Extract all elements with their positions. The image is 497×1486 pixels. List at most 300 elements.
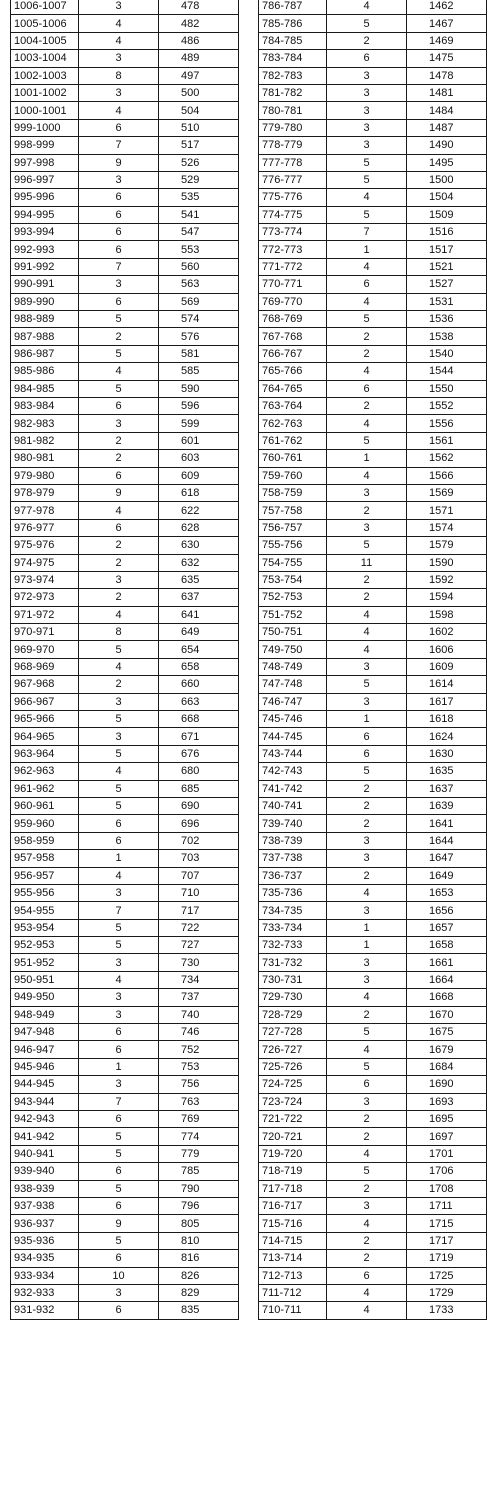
cumulative-cell: 710 <box>159 884 239 901</box>
cumulative-cell: 707 <box>159 867 239 884</box>
count-cell: 6 <box>79 1163 159 1180</box>
range-cell: 991-992 <box>11 258 79 275</box>
range-cell: 973-974 <box>11 571 79 588</box>
table-row <box>259 84 487 101</box>
count-cell: 5 <box>327 1163 407 1180</box>
table-row <box>11 502 239 519</box>
range-cell: 960-961 <box>11 797 79 814</box>
count-cell: 5 <box>79 345 159 362</box>
table-row <box>259 67 487 84</box>
table-row <box>259 258 487 275</box>
range-cell: 772-773 <box>259 241 327 258</box>
range-cell: 748-749 <box>259 658 327 675</box>
count-cell: 2 <box>79 432 159 449</box>
table-row <box>11 728 239 745</box>
range-cell: 746-747 <box>259 693 327 710</box>
range-cell: 723-724 <box>259 1093 327 1110</box>
table-row <box>11 67 239 84</box>
count-cell: 2 <box>327 867 407 884</box>
range-cell: 969-970 <box>11 641 79 658</box>
cumulative-cell: 1556 <box>407 415 487 432</box>
count-cell: 4 <box>79 363 159 380</box>
range-cell: 770-771 <box>259 276 327 293</box>
cumulative-cell: 1538 <box>407 328 487 345</box>
table-row <box>11 189 239 206</box>
table-row <box>259 519 487 536</box>
range-cell: 767-768 <box>259 328 327 345</box>
cumulative-cell: 1695 <box>407 1111 487 1128</box>
range-cell: 972-973 <box>11 589 79 606</box>
count-cell: 4 <box>327 293 407 310</box>
range-cell: 780-781 <box>259 102 327 119</box>
range-cell: 712-713 <box>259 1267 327 1284</box>
table-row <box>259 728 487 745</box>
table-row <box>259 676 487 693</box>
cumulative-cell: 1647 <box>407 850 487 867</box>
range-cell: 719-720 <box>259 1145 327 1162</box>
left-table-body <box>11 0 239 1319</box>
table-row <box>11 1180 239 1197</box>
count-cell: 5 <box>79 380 159 397</box>
cumulative-cell: 500 <box>159 84 239 101</box>
range-cell: 742-743 <box>259 763 327 780</box>
range-cell: 737-738 <box>259 850 327 867</box>
range-cell: 727-728 <box>259 1024 327 1041</box>
table-row <box>11 345 239 362</box>
cumulative-cell: 630 <box>159 537 239 554</box>
table-row <box>259 537 487 554</box>
table-row <box>11 884 239 901</box>
count-cell: 2 <box>327 502 407 519</box>
table-row <box>11 467 239 484</box>
cumulative-cell: 1509 <box>407 206 487 223</box>
range-cell: 947-948 <box>11 1024 79 1041</box>
table-row <box>259 345 487 362</box>
count-cell: 4 <box>79 867 159 884</box>
count-cell: 6 <box>79 815 159 832</box>
range-cell: 778-779 <box>259 137 327 154</box>
table-row <box>11 971 239 988</box>
count-cell: 5 <box>327 171 407 188</box>
range-cell: 957-958 <box>11 850 79 867</box>
count-cell: 6 <box>327 1076 407 1093</box>
cumulative-cell: 482 <box>159 15 239 32</box>
count-cell: 2 <box>79 450 159 467</box>
range-cell: 739-740 <box>259 815 327 832</box>
count-cell: 3 <box>79 415 159 432</box>
range-cell: 998-999 <box>11 137 79 154</box>
cumulative-cell: 601 <box>159 432 239 449</box>
range-cell: 943-944 <box>11 1093 79 1110</box>
table-row <box>11 919 239 936</box>
cumulative-cell: 1467 <box>407 15 487 32</box>
cumulative-cell: 1495 <box>407 154 487 171</box>
count-cell: 6 <box>327 380 407 397</box>
table-row <box>11 293 239 310</box>
cumulative-cell: 746 <box>159 1024 239 1041</box>
table-row <box>259 832 487 849</box>
cumulative-cell: 1606 <box>407 641 487 658</box>
count-cell: 2 <box>327 345 407 362</box>
count-cell: 5 <box>327 432 407 449</box>
cumulative-cell: 576 <box>159 328 239 345</box>
count-cell: 5 <box>79 919 159 936</box>
cumulative-cell: 1706 <box>407 1163 487 1180</box>
cumulative-cell: 541 <box>159 206 239 223</box>
count-cell: 3 <box>79 884 159 901</box>
table-row <box>259 432 487 449</box>
range-cell: 731-732 <box>259 954 327 971</box>
cumulative-cell: 563 <box>159 276 239 293</box>
count-cell: 4 <box>79 606 159 623</box>
cumulative-cell: 1550 <box>407 380 487 397</box>
count-cell: 8 <box>79 67 159 84</box>
table-row <box>259 328 487 345</box>
range-cell: 747-748 <box>259 676 327 693</box>
count-cell: 3 <box>79 1006 159 1023</box>
table-row <box>11 137 239 154</box>
table-row <box>259 171 487 188</box>
table-row <box>259 711 487 728</box>
table-row <box>259 380 487 397</box>
range-cell: 932-933 <box>11 1284 79 1301</box>
table-row <box>259 867 487 884</box>
table-row <box>11 328 239 345</box>
table-row <box>11 1197 239 1214</box>
table-row <box>259 571 487 588</box>
range-cell: 755-756 <box>259 537 327 554</box>
count-cell: 4 <box>79 15 159 32</box>
count-cell: 8 <box>79 624 159 641</box>
range-cell: 714-715 <box>259 1232 327 1249</box>
table-row <box>11 989 239 1006</box>
range-cell: 966-967 <box>11 693 79 710</box>
count-cell: 6 <box>79 1302 159 1319</box>
cumulative-cell: 1531 <box>407 293 487 310</box>
cumulative-cell: 1708 <box>407 1180 487 1197</box>
range-cell: 718-719 <box>259 1163 327 1180</box>
range-cell: 775-776 <box>259 189 327 206</box>
count-cell: 6 <box>79 1250 159 1267</box>
range-cell: 715-716 <box>259 1215 327 1232</box>
cumulative-cell: 1715 <box>407 1215 487 1232</box>
table-row <box>259 624 487 641</box>
table-row <box>11 1093 239 1110</box>
range-cell: 1005-1006 <box>11 15 79 32</box>
range-cell: 983-984 <box>11 397 79 414</box>
count-cell: 11 <box>327 554 407 571</box>
cumulative-cell: 622 <box>159 502 239 519</box>
cumulative-cell: 649 <box>159 624 239 641</box>
count-cell: 5 <box>79 1232 159 1249</box>
range-cell: 760-761 <box>259 450 327 467</box>
range-cell: 958-959 <box>11 832 79 849</box>
count-cell: 3 <box>327 1093 407 1110</box>
range-cell: 738-739 <box>259 832 327 849</box>
right-data-table <box>258 0 487 1320</box>
table-row <box>11 606 239 623</box>
table-row <box>11 1024 239 1041</box>
table-row <box>11 32 239 49</box>
cumulative-cell: 810 <box>159 1232 239 1249</box>
cumulative-cell: 1624 <box>407 728 487 745</box>
cumulative-cell: 1697 <box>407 1128 487 1145</box>
range-cell: 992-993 <box>11 241 79 258</box>
count-cell: 5 <box>79 937 159 954</box>
count-cell: 5 <box>79 780 159 797</box>
cumulative-cell: 632 <box>159 554 239 571</box>
cumulative-cell: 779 <box>159 1145 239 1162</box>
count-cell: 4 <box>79 32 159 49</box>
cumulative-cell: 826 <box>159 1267 239 1284</box>
count-cell: 5 <box>79 311 159 328</box>
table-row <box>259 1128 487 1145</box>
range-cell: 953-954 <box>11 919 79 936</box>
cumulative-cell: 1658 <box>407 937 487 954</box>
table-row <box>259 815 487 832</box>
cumulative-cell: 1478 <box>407 67 487 84</box>
table-row <box>11 537 239 554</box>
count-cell: 2 <box>327 397 407 414</box>
count-cell: 3 <box>327 971 407 988</box>
table-row <box>11 519 239 536</box>
count-cell: 9 <box>79 1215 159 1232</box>
table-row <box>259 1145 487 1162</box>
range-cell: 955-956 <box>11 884 79 901</box>
count-cell: 1 <box>327 919 407 936</box>
range-cell: 730-731 <box>259 971 327 988</box>
table-row <box>11 154 239 171</box>
count-cell: 2 <box>327 1250 407 1267</box>
cumulative-cell: 752 <box>159 1041 239 1058</box>
range-cell: 944-945 <box>11 1076 79 1093</box>
range-cell: 745-746 <box>259 711 327 728</box>
cumulative-cell: 1490 <box>407 137 487 154</box>
table-row <box>259 502 487 519</box>
range-cell: 994-995 <box>11 206 79 223</box>
table-row <box>259 1041 487 1058</box>
cumulative-cell: 637 <box>159 589 239 606</box>
range-cell: 777-778 <box>259 154 327 171</box>
cumulative-cell: 1639 <box>407 797 487 814</box>
range-cell: 936-937 <box>11 1215 79 1232</box>
table-row <box>259 1197 487 1214</box>
table-row <box>259 1250 487 1267</box>
table-row <box>259 1024 487 1041</box>
range-cell: 968-969 <box>11 658 79 675</box>
cumulative-cell: 1635 <box>407 763 487 780</box>
range-cell: 982-983 <box>11 415 79 432</box>
table-row <box>259 641 487 658</box>
table-row <box>11 241 239 258</box>
count-cell: 4 <box>327 189 407 206</box>
cumulative-cell: 599 <box>159 415 239 432</box>
cumulative-cell: 654 <box>159 641 239 658</box>
count-cell: 6 <box>79 1024 159 1041</box>
cumulative-cell: 497 <box>159 67 239 84</box>
cumulative-cell: 1481 <box>407 84 487 101</box>
cumulative-cell: 696 <box>159 815 239 832</box>
range-cell: 949-950 <box>11 989 79 1006</box>
count-cell: 2 <box>327 780 407 797</box>
range-cell: 757-758 <box>259 502 327 519</box>
table-row <box>259 1180 487 1197</box>
table-row <box>259 1163 487 1180</box>
count-cell: 4 <box>327 1302 407 1319</box>
cumulative-cell: 1544 <box>407 363 487 380</box>
count-cell: 3 <box>327 119 407 136</box>
table-row <box>259 189 487 206</box>
cumulative-cell: 560 <box>159 258 239 275</box>
table-row <box>259 206 487 223</box>
count-cell: 6 <box>79 1197 159 1214</box>
table-row <box>11 276 239 293</box>
count-cell: 3 <box>327 519 407 536</box>
range-cell: 981-982 <box>11 432 79 449</box>
count-cell: 3 <box>79 693 159 710</box>
cumulative-cell: 1649 <box>407 867 487 884</box>
range-cell: 965-966 <box>11 711 79 728</box>
range-cell: 765-766 <box>259 363 327 380</box>
cumulative-cell: 574 <box>159 311 239 328</box>
range-cell: 766-767 <box>259 345 327 362</box>
table-row <box>259 902 487 919</box>
table-row <box>259 311 487 328</box>
cumulative-cell: 1469 <box>407 32 487 49</box>
cumulative-cell: 1711 <box>407 1197 487 1214</box>
cumulative-cell: 547 <box>159 224 239 241</box>
count-cell: 3 <box>79 728 159 745</box>
table-row <box>11 0 239 15</box>
count-cell: 4 <box>327 1145 407 1162</box>
cumulative-cell: 1536 <box>407 311 487 328</box>
range-cell: 741-742 <box>259 780 327 797</box>
range-cell: 711-712 <box>259 1284 327 1301</box>
table-row <box>259 1111 487 1128</box>
range-cell: 764-765 <box>259 380 327 397</box>
count-cell: 1 <box>327 711 407 728</box>
range-cell: 963-964 <box>11 745 79 762</box>
count-cell: 3 <box>327 1197 407 1214</box>
range-cell: 999-1000 <box>11 119 79 136</box>
table-row <box>259 415 487 432</box>
count-cell: 5 <box>327 1024 407 1041</box>
cumulative-cell: 1517 <box>407 241 487 258</box>
cumulative-cell: 663 <box>159 693 239 710</box>
cumulative-cell: 581 <box>159 345 239 362</box>
cumulative-cell: 1569 <box>407 484 487 501</box>
table-row <box>259 276 487 293</box>
cumulative-cell: 1679 <box>407 1041 487 1058</box>
count-cell: 1 <box>327 241 407 258</box>
count-cell: 2 <box>327 32 407 49</box>
range-cell: 940-941 <box>11 1145 79 1162</box>
table-row <box>11 641 239 658</box>
table-row <box>11 1163 239 1180</box>
range-cell: 980-981 <box>11 450 79 467</box>
count-cell: 3 <box>79 571 159 588</box>
table-row <box>259 450 487 467</box>
count-cell: 2 <box>327 1232 407 1249</box>
count-cell: 4 <box>327 0 407 15</box>
range-cell: 967-968 <box>11 676 79 693</box>
range-cell: 724-725 <box>259 1076 327 1093</box>
range-cell: 993-994 <box>11 224 79 241</box>
range-cell: 751-752 <box>259 606 327 623</box>
range-cell: 733-734 <box>259 919 327 936</box>
range-cell: 759-760 <box>259 467 327 484</box>
cumulative-cell: 569 <box>159 293 239 310</box>
left-data-table <box>10 0 239 1320</box>
count-cell: 5 <box>327 311 407 328</box>
cumulative-cell: 1729 <box>407 1284 487 1301</box>
count-cell: 5 <box>79 745 159 762</box>
count-cell: 6 <box>327 276 407 293</box>
count-cell: 2 <box>79 589 159 606</box>
table-row <box>259 1232 487 1249</box>
count-cell: 3 <box>327 137 407 154</box>
table-row <box>11 815 239 832</box>
count-cell: 1 <box>327 937 407 954</box>
table-row <box>11 1250 239 1267</box>
cumulative-cell: 1668 <box>407 989 487 1006</box>
cumulative-cell: 1516 <box>407 224 487 241</box>
range-cell: 937-938 <box>11 1197 79 1214</box>
count-cell: 2 <box>79 554 159 571</box>
range-cell: 935-936 <box>11 1232 79 1249</box>
count-cell: 6 <box>79 119 159 136</box>
count-cell: 6 <box>327 1267 407 1284</box>
cumulative-cell: 1641 <box>407 815 487 832</box>
count-cell: 3 <box>79 276 159 293</box>
cumulative-cell: 1653 <box>407 884 487 901</box>
count-cell: 5 <box>79 797 159 814</box>
cumulative-cell: 702 <box>159 832 239 849</box>
cumulative-cell: 763 <box>159 1093 239 1110</box>
range-cell: 977-978 <box>11 502 79 519</box>
range-cell: 946-947 <box>11 1041 79 1058</box>
range-cell: 761-762 <box>259 432 327 449</box>
count-cell: 4 <box>327 1041 407 1058</box>
count-cell: 4 <box>327 606 407 623</box>
count-cell: 6 <box>79 832 159 849</box>
table-row <box>11 797 239 814</box>
table-row <box>259 919 487 936</box>
count-cell: 4 <box>327 415 407 432</box>
table-row <box>259 589 487 606</box>
count-cell: 3 <box>327 67 407 84</box>
table-row <box>11 676 239 693</box>
count-cell: 9 <box>79 154 159 171</box>
table-row <box>259 797 487 814</box>
range-cell: 732-733 <box>259 937 327 954</box>
cumulative-cell: 829 <box>159 1284 239 1301</box>
cumulative-cell: 796 <box>159 1197 239 1214</box>
table-row <box>11 102 239 119</box>
range-cell: 962-963 <box>11 763 79 780</box>
table-row <box>259 0 487 15</box>
range-cell: 720-721 <box>259 1128 327 1145</box>
cumulative-cell: 1717 <box>407 1232 487 1249</box>
table-row <box>259 15 487 32</box>
table-row <box>259 119 487 136</box>
table-row <box>11 832 239 849</box>
table-row <box>259 154 487 171</box>
cumulative-cell: 1675 <box>407 1024 487 1041</box>
table-row <box>11 415 239 432</box>
table-row <box>11 711 239 728</box>
table-row <box>259 363 487 380</box>
